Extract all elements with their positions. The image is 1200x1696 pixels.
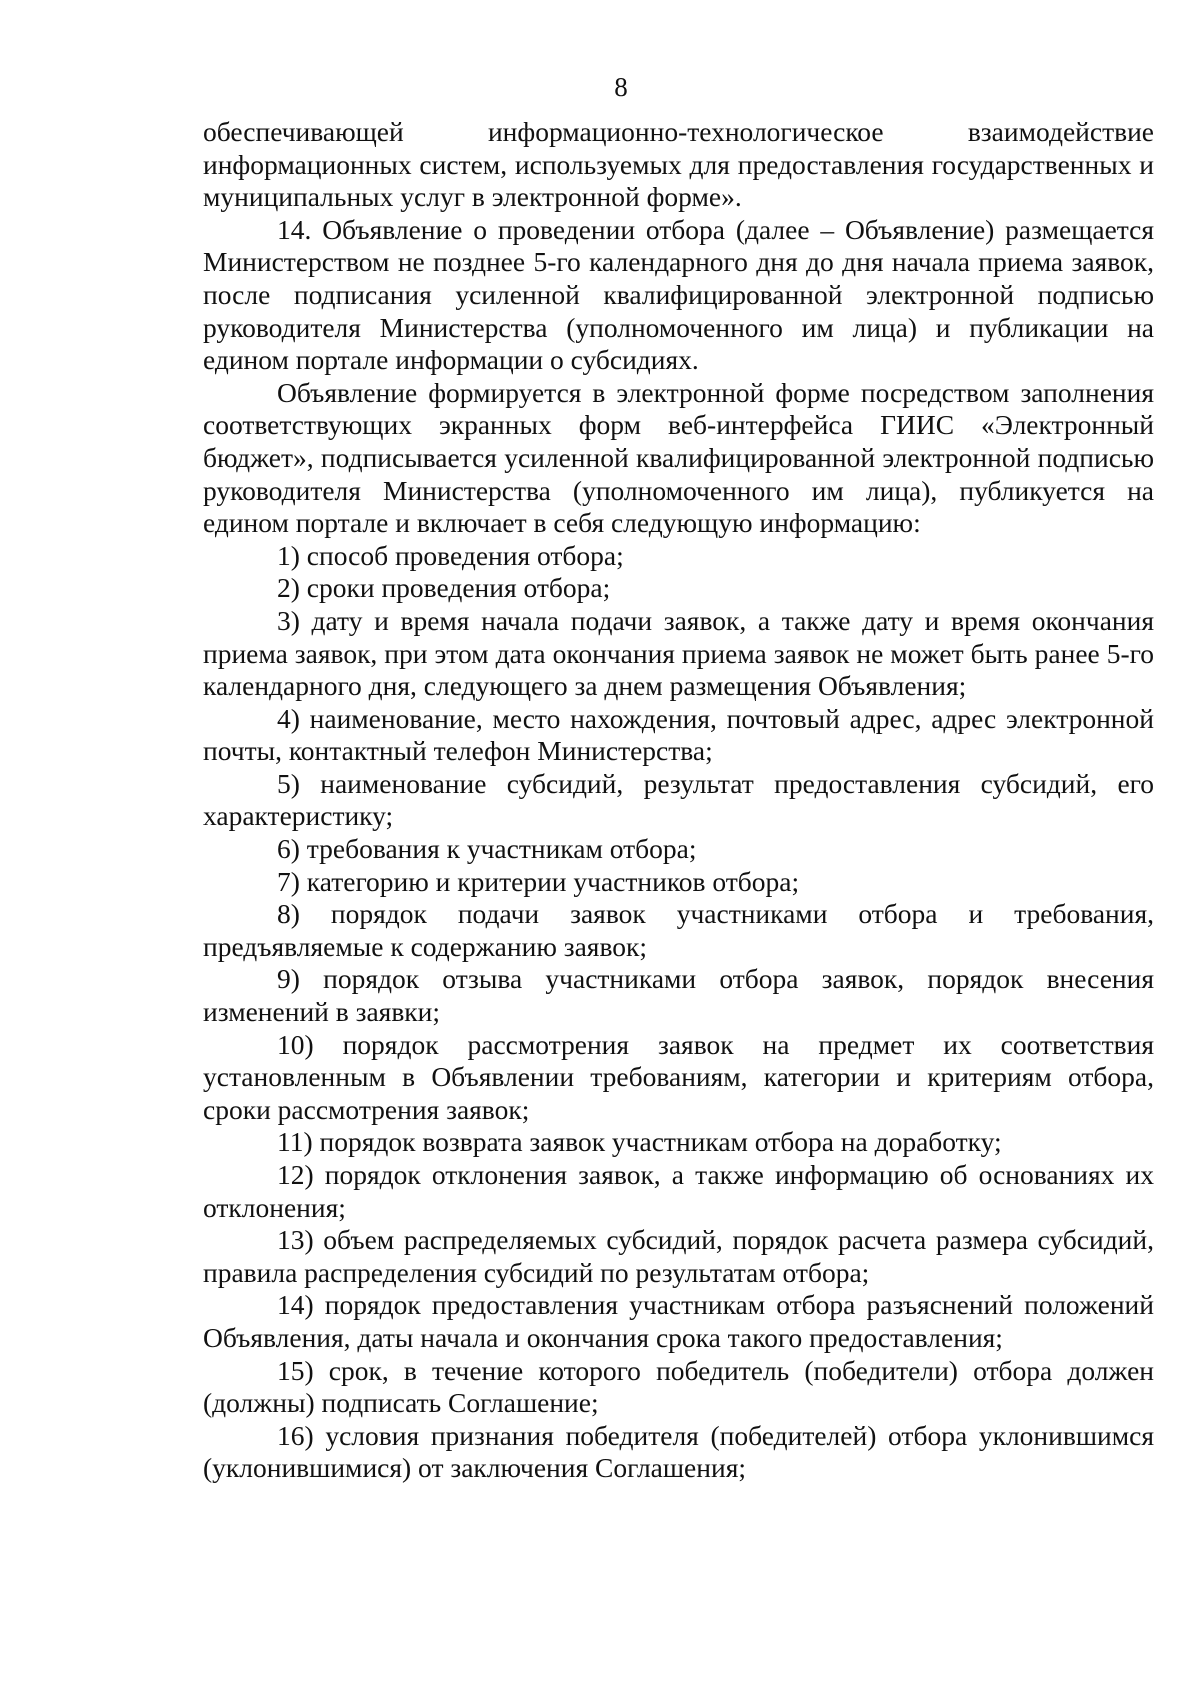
list-item-16: 16) условия признания победителя (победителей) отбора уклонившимся (уклонившимися) от заключения Соглашения; [203,1419,1154,1484]
list-item-3: 3) дату и время начала подачи заявок, а также дату и время окончания приема заявок, при этом дата окончания приема заявок не может быть ранее 5-го календарного дня, следующего за днем размещения Объявления; [203,604,1154,702]
list-item-15: 15) срок, в течение которого победитель (победители) отбора должен (должны) подписать Соглашение; [203,1354,1154,1419]
list-item-2: 2) сроки проведения отбора; [277,572,611,604]
list-item-8: 8) порядок подачи заявок участниками отбора и требования, предъявляемые к содержанию заявок; [203,898,1154,962]
document-body [203,116,1154,1485]
list-item-4: 4) наименование, место нахождения, почтовый адрес, адрес электронной почты, контактный телефон Министерства; [203,702,1154,767]
list-item-7: 7) категорию и критерии участников отбора; [277,865,800,897]
paragraph-announcement-form: Объявление формируется в электронной форме посредством заполнения соответствующих экранных форм веб-интерфейса ГИИС «Электронный бюджет», подписывается усиленной квалифицированной электронной подписью руководителя Министерства (уполномоченного им лица), публикуется на едином портале и включает в себя следующую информацию: [203,376,1154,539]
list-item-5: 5) наименование субсидий, результат предоставления субсидий, его характеристику; [203,767,1154,832]
list-item-12: 12) порядок отклонения заявок, а также информацию об основаниях их отклонения; [203,1159,1154,1223]
page-number: 8 [614,72,628,102]
list-item-9: 9) порядок отзыва участниками отбора заявок, порядок внесения изменений в заявки; [203,963,1154,1028]
list-item-11: 11) порядок возврата заявок участникам отбора на доработку; [277,1126,1002,1158]
list-item-10: 10) порядок рассмотрения заявок на предмет их соответствия установленным в Объявлении требованиям, категории и критериям отбора, сроки рассмотрения заявок; [203,1028,1154,1125]
paragraph-continuation: обеспечивающей информационно-технологическое взаимодействие информационных систем, используемых для предоставления государственных и муниципальных услуг в электронной форме». [203,116,1154,213]
list-item-14: 14) порядок предоставления участникам отбора разъяснений положений Объявления, даты начала и окончания срока такого предоставления; [203,1289,1154,1353]
list-item-6: 6) требования к участникам отбора; [277,833,697,865]
list-item-13: 13) объем распределяемых субсидий, порядок расчета размера субсидий, правила распределения субсидий по результатам отбора; [203,1224,1154,1288]
paragraph-item-14: 14. Объявление о проведении отбора (далее – Объявление) размещается Министерством не позднее 5-го календарного дня до дня начала приема заявок, после подписания усиленной квалифицированной электронной подписью руководителя Министерства (уполномоченного им лица) и публикации на едином портале информации о субсидиях. [203,213,1154,376]
list-item-1: 1) способ проведения отбора; [277,539,624,571]
